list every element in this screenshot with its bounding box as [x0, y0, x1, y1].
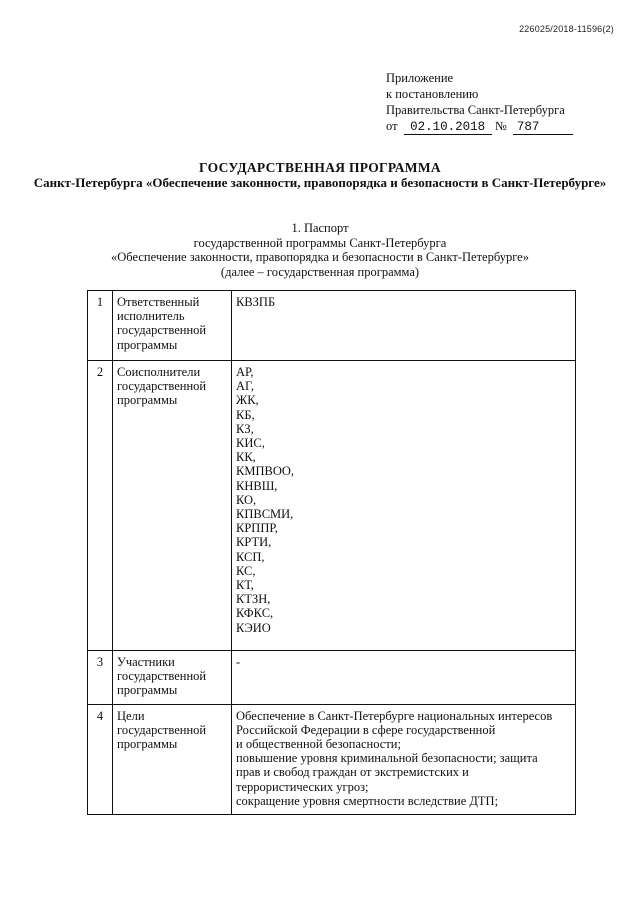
table-row [88, 361, 576, 651]
row-value [232, 291, 576, 361]
row-label [113, 651, 232, 705]
row-value-line: КНВШ, [236, 478, 278, 493]
row-value-line: Российской Федерации в сфере государственной [236, 722, 496, 737]
row-number: 2 [88, 361, 113, 651]
row-label-line: государственной [117, 323, 207, 338]
row-value-line: КО, [236, 492, 257, 507]
row-value-line: КЗ, [236, 421, 254, 436]
row-value-line: КТ, [236, 578, 254, 593]
row-value-line: КТЗН, [236, 592, 271, 607]
row-value-line: и общественной безопасности; [236, 737, 401, 752]
row-label-line: государственной [117, 669, 207, 684]
row-label-line: Соисполнители [117, 365, 201, 379]
row-value-line: КРППР, [236, 521, 278, 536]
number-label: № [494, 119, 507, 133]
row-value-line: КС, [236, 563, 256, 578]
row-label-line: Цели [117, 708, 145, 723]
row-label-line: Участники [117, 655, 175, 669]
row-value-line: повышение уровня криминальной безопасности; защита [236, 751, 538, 766]
title-line-1: ГОСУДАРСТВЕННАЯ ПРОГРАММА [199, 160, 441, 175]
row-number: 3 [88, 651, 113, 705]
row-value-line: КПВСМИ, [236, 507, 294, 522]
appendix-line-3: Правительства Санкт-Петербурга [386, 103, 565, 117]
row-value-line: КФКС, [236, 606, 274, 621]
row-label-line: программы [117, 337, 178, 352]
row-label-line: программы [117, 737, 178, 752]
row-value-line: КРТИ, [236, 535, 272, 550]
passport-line-1: 1. Паспорт [291, 221, 349, 235]
row-value [232, 704, 576, 814]
row-label-line: исполнитель [117, 309, 185, 324]
row-value [232, 361, 576, 651]
title-line-3: в Санкт-Петербурге» [481, 175, 607, 190]
appendix-line-2: к постановлению [386, 87, 479, 101]
row-value-line: КМПВОО, [236, 464, 294, 479]
row-value-line: КИС, [236, 436, 265, 451]
appendix-date-line [386, 118, 573, 135]
row-number: 4 [88, 704, 113, 814]
appendix-block [386, 70, 573, 135]
row-value-line: Обеспечение в Санкт-Петербурге национальных интересов [236, 708, 553, 723]
table-row [88, 651, 576, 705]
row-value-line: АР, [236, 365, 254, 379]
row-value-line: сокращение уровня смертности вследствие ДТП; [236, 793, 499, 808]
row-value-line: - [236, 655, 241, 669]
row-value-line: КБ, [236, 407, 255, 422]
resolution-date: 02.10.2018 [404, 121, 492, 135]
passport-line-4: (далее – государственная программа) [220, 264, 420, 279]
row-label [113, 291, 232, 361]
row-label [113, 361, 232, 651]
passport-heading [0, 221, 640, 279]
passport-line-2: государственной программы Санкт-Петербурга [193, 235, 447, 250]
row-value-line: АГ, [236, 379, 254, 394]
row-value-line: террористических угроз; [236, 779, 369, 794]
row-value-line: КСП, [236, 549, 265, 564]
row-value-line: ЖК, [236, 393, 259, 408]
row-value-line: КЭИО [236, 620, 271, 635]
row-label-line: программы [117, 393, 178, 408]
row-label-line: государственной [117, 722, 207, 737]
row-label-line: программы [117, 683, 178, 698]
row-label [113, 704, 232, 814]
table-row [88, 291, 576, 361]
row-value-line: прав и свобод граждан от экстремистских и [236, 765, 469, 780]
row-label-line: государственной [117, 379, 207, 394]
row-number: 1 [88, 291, 113, 361]
program-title [0, 160, 640, 190]
resolution-number: 787 [513, 121, 573, 135]
from-label: от [386, 119, 398, 133]
row-value [232, 651, 576, 705]
table-row [88, 704, 576, 814]
title-line-2: Санкт-Петербурга «Обеспечение законности, правопорядка и безопасности [33, 175, 479, 190]
appendix-line-1: Приложение [386, 71, 454, 85]
passport-table [87, 290, 576, 815]
document-number: 226025/2018-11596(2) [519, 24, 614, 34]
row-value-line: КВЗПБ [236, 295, 276, 309]
row-value-line: КК, [236, 450, 256, 465]
row-label-line: Ответственный [117, 295, 200, 309]
passport-line-3: «Обеспечение законности, правопорядка и безопасности в Санкт-Петербурге» [111, 250, 529, 264]
